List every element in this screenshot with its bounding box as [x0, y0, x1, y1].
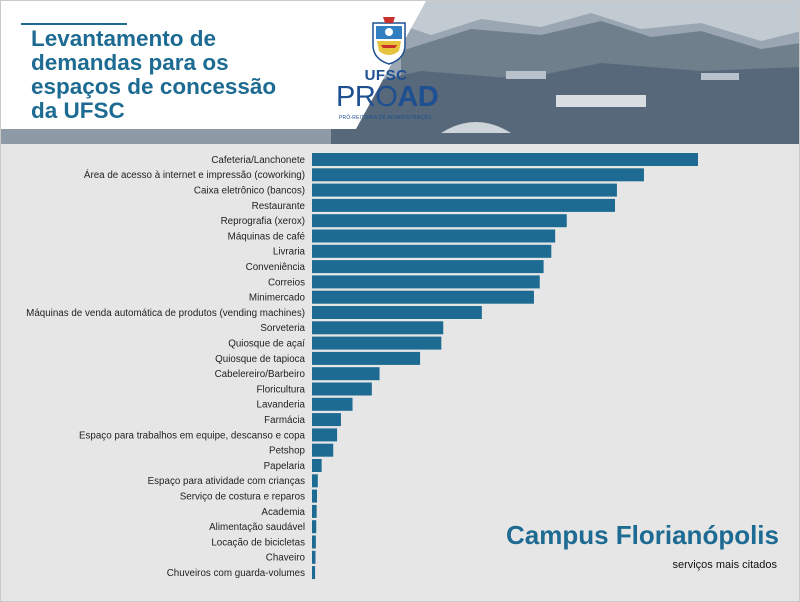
category-label: Floricultura: [256, 384, 305, 396]
bar: [312, 199, 615, 212]
category-label: Academia: [261, 506, 305, 518]
bar: [312, 291, 534, 304]
category-label: Petshop: [269, 445, 305, 457]
bar: [312, 551, 315, 564]
category-label: Reprografia (xerox): [220, 216, 305, 228]
category-label: Quiosque de tapioca: [215, 353, 305, 365]
category-label: Lavanderia: [256, 399, 305, 411]
category-label: Cafeteria/Lanchonete: [211, 154, 305, 166]
bar: [312, 321, 443, 334]
logo-ufsc-text: UFSC: [364, 67, 408, 84]
logo-proad-text: [336, 81, 438, 114]
bar: [312, 275, 540, 288]
logo-subtitle: PRÓ-REITORIA DE ADMINISTRAÇÃO: [339, 115, 432, 121]
header: [1, 1, 800, 144]
bar: [312, 413, 341, 426]
bar: [312, 230, 555, 243]
category-label: Máquinas de venda automática de produtos (vending machines): [26, 307, 305, 319]
bar: [312, 352, 420, 365]
bar: [312, 505, 317, 518]
logo-proad-ad: AD: [397, 81, 439, 113]
bar: [312, 520, 316, 533]
category-label: Área de acesso à internet e impressão (coworking): [83, 170, 305, 182]
bar: [312, 490, 317, 503]
logo-proad-pro: PRO: [336, 81, 398, 113]
category-label: Alimentação saudável: [209, 522, 305, 534]
campus-subtitle: serviços mais citados: [672, 559, 777, 571]
category-label: Cabelereiro/Barbeiro: [214, 369, 305, 381]
bar: [312, 474, 318, 487]
bar: [312, 214, 567, 227]
bar: [312, 566, 315, 579]
campus-title: Campus Florianópolis: [505, 520, 779, 550]
bar: [312, 444, 333, 457]
category-label: Locação de bicicletas: [211, 537, 305, 549]
category-label: Conveniência: [245, 262, 305, 273]
category-label: Livraria: [272, 246, 305, 258]
bar: [312, 428, 337, 441]
bar: [312, 260, 544, 273]
category-label: Chuveiros com guarda-volumes: [166, 568, 305, 579]
bar: [312, 245, 551, 258]
bar: [312, 536, 316, 549]
title-accent-line: [21, 23, 127, 25]
ufsc-emblem-icon: [369, 15, 409, 65]
category-label: Restaurante: [251, 200, 305, 212]
category-label: Espaço para atividade com crianças: [147, 476, 305, 488]
bar: [312, 184, 617, 197]
bar: [312, 459, 322, 472]
bar: [312, 153, 698, 166]
bar: [312, 337, 441, 350]
category-label: Papelaria: [263, 460, 305, 472]
bar: [312, 168, 644, 181]
category-label: Farmácia: [264, 415, 305, 426]
page-title: Levantamento de demandas para os espaços de concessão da UFSC: [31, 26, 277, 123]
category-label: Correios: [267, 277, 305, 289]
bar: [312, 383, 372, 396]
category-label: Quiosque de açaí: [228, 338, 305, 350]
category-label: Sorveteria: [260, 323, 305, 335]
category-label: Minimercado: [248, 292, 305, 304]
category-label: Espaço para trabalhos em equipe, descanso e copa: [78, 430, 305, 442]
category-label: Máquinas de café: [227, 231, 305, 243]
bar: [312, 398, 353, 411]
bar: [312, 367, 380, 380]
bar: [312, 306, 482, 319]
category-label: Caixa eletrônico (bancos): [193, 185, 305, 197]
category-label: Chaveiro: [265, 552, 305, 564]
ufsc-proad-logo: [331, 15, 461, 129]
category-label: Serviço de costura e reparos: [179, 491, 305, 503]
